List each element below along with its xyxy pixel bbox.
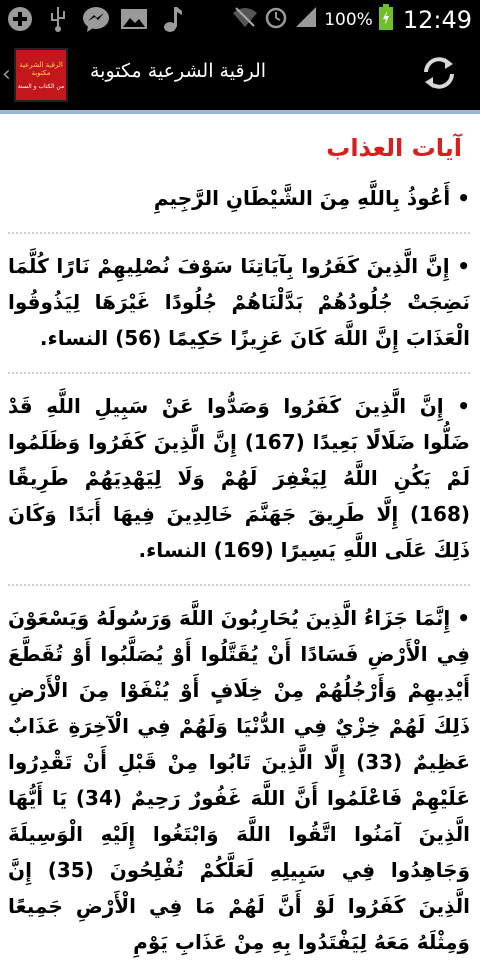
wifi-off-icon — [232, 6, 258, 33]
action-bar — [0, 38, 480, 110]
verse-item: • إِنَّ الَّذِينَ كَفَرُوا وَصَدُّوا عَنْ سَبِيلِ اللَّهِ قَدْ ضَلُّوا ضَلَالًا بَعِيدًا (167) إِنَّ الَّذِينَ كَفَرُوا وَظَلَمُوا لَمْ يَكُنِ اللَّهُ لِيَغْفِرَ لَهُمْ وَلَا لِيَهْدِيَهُمْ طَرِيقًا (168) إِلَّا طَرِيقَ جَهَنَّمَ خَالِدِينَ فِيهَا أَبَدًا وَكَانَ ذَلِكَ عَلَى اللَّهِ يَسِيرًا (169) النساء. — [8, 394, 470, 562]
notification-icons — [6, 5, 186, 33]
gallery-icon — [120, 5, 148, 33]
signal-icon — [294, 5, 318, 34]
action-bar-divider — [0, 110, 480, 114]
system-status — [232, 4, 472, 35]
verse-item: • إِنَّمَا جَزَاءُ الَّذِينَ يُحَارِبُونَ اللَّهَ وَرَسُولَهُ وَيَسْعَوْنَ فِي الْأَرْضِ فَسَادًا أَنْ يُقَتَّلُوا أَوْ يُصَلَّبُوا أَوْ تُقَطَّعَ أَيْدِيهِمْ وَأَرْجُلُهُمْ مِنْ خِلَافٍ أَوْ يُنْفَوْا مِنَ الْأَرْضِ ذَلِكَ لَهُمْ خِزْيٌ فِي الدُّنْيَا وَلَهُمْ فِي الْآخِرَةِ عَذَابٌ عَظِيمٌ (33) إِلَّا الَّذِينَ تَابُوا مِنْ قَبْلِ أَنْ تَقْدِرُوا عَلَيْهِمْ فَاعْلَمُوا أَنَّ اللَّهَ غَفُورٌ رَحِيمٌ (34) يَا أَيُّهَا الَّذِينَ آمَنُوا اتَّقُوا اللَّهَ وَابْتَغُوا إِلَيْهِ الْوَسِيلَةَ وَجَاهِدُوا فِي سَبِيلِهِ لَعَلَّكُمْ تُفْلِحُونَ (35) إِنَّ الَّذِينَ كَفَرُوا لَوْ أَنَّ لَهُمْ مَا فِي الْأَرْضِ جَمِيعًا وَمِثْلَهُ مَعَهُ لِيَفْتَدُوا بِهِ مِنْ عَذَابِ يَوْمِ — [8, 606, 471, 954]
status-bar — [0, 0, 480, 38]
logo-title: الرقية الشرعية مكتوبة — [19, 60, 63, 77]
battery-percent: 100% — [324, 9, 373, 30]
verse-separator — [8, 372, 470, 374]
refresh-icon — [418, 52, 460, 94]
section-heading: آيات العذاب — [326, 134, 462, 162]
ruqyah-content[interactable] — [8, 116, 471, 954]
logo-subtitle: من الكتاب و السنة — [17, 82, 65, 90]
verse-item: • أَعُوذُ بِاللَّهِ مِنَ الشَّيْطَانِ الرَّجِيمِ — [153, 186, 470, 210]
messenger-icon — [82, 5, 110, 33]
usb-icon — [44, 5, 72, 33]
back-chevron-icon[interactable]: ‹ — [2, 62, 11, 87]
refresh-button[interactable] — [418, 52, 460, 94]
app-title: الرقية الشرعية مكتوبة — [90, 60, 267, 82]
battery-icon — [379, 4, 393, 35]
clock: 12:49 — [402, 5, 472, 34]
verse-separator — [8, 584, 470, 586]
verse-item: • إِنَّ الَّذِينَ كَفَرُوا بِآيَاتِنَا سَوْفَ نُصْلِيهِمْ نَارًا كُلَّمَا نَضِجَتْ جُلُودُهُمْ بَدَّلْنَاهُمْ جُلُودًا غَيْرَهَا لِيَذُوقُوا الْعَذَابَ إِنَّ اللَّهَ كَانَ عَزِيزًا حَكِيمًا (56) النساء. — [8, 254, 470, 350]
verse-separator — [8, 232, 470, 234]
app-logo[interactable] — [14, 48, 68, 102]
alarm-icon — [264, 5, 288, 34]
plus-icon — [6, 5, 34, 33]
music-icon — [158, 5, 186, 33]
